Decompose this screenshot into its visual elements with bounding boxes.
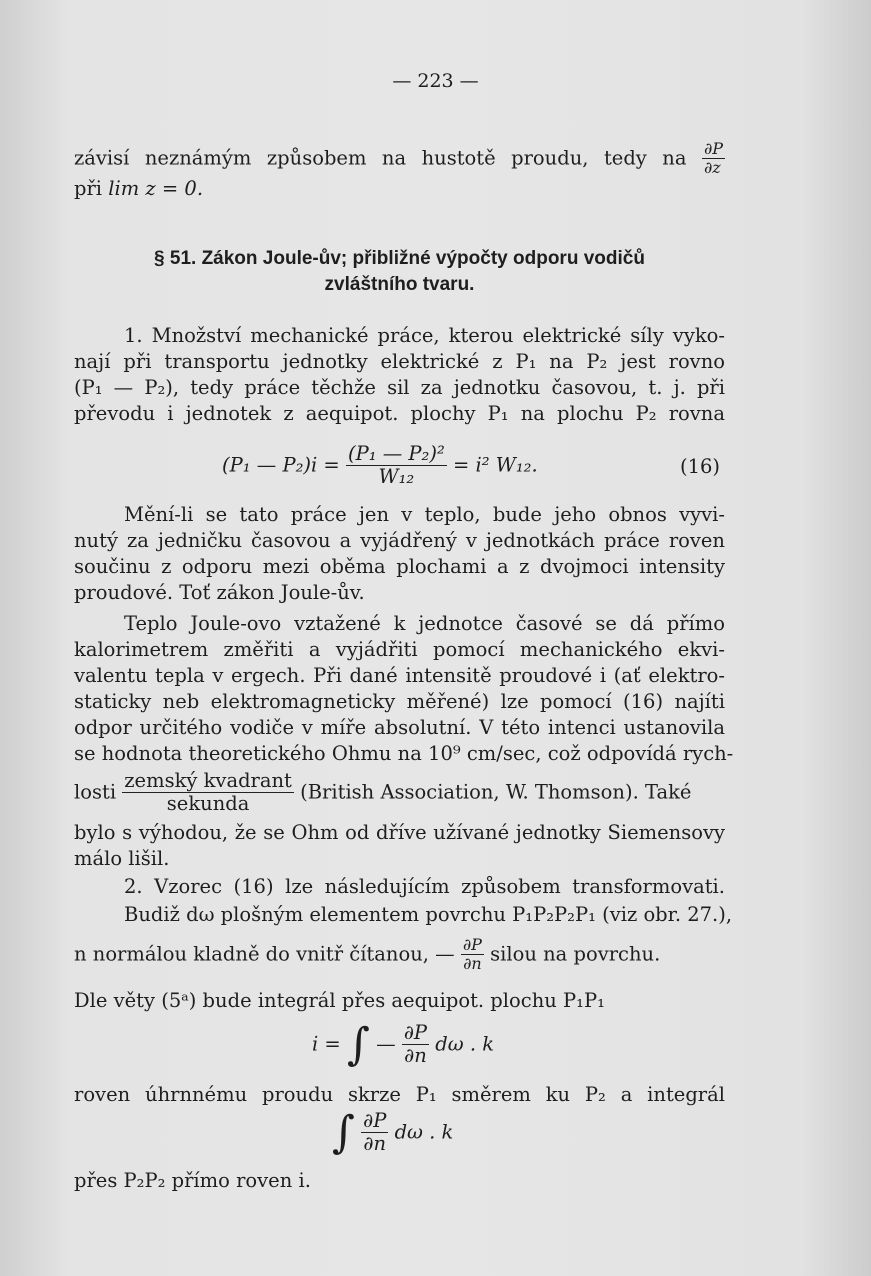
paragraph-line: (P₁ — P₂), tedy práce těchže sil za jednotku časovou, t. j. při	[74, 376, 725, 399]
paragraph-line: roven úhrnnému proudu skrze P₁ směrem ku P₂ a integrál	[74, 1083, 725, 1106]
partial-fraction	[461, 936, 484, 974]
page-number: — 223 —	[392, 70, 479, 92]
paragraph-line: převodu i jednotek z aequipot. plochy P₁ na plochu P₂ rovna	[74, 402, 725, 425]
fraction-numerator: ∂P	[703, 139, 723, 158]
paragraph-line: 2. Vzorec (16) lze následujícím způsobem transformovati.	[124, 875, 725, 898]
fraction-denominator: W₁₂	[378, 465, 415, 489]
fraction-numerator: zemský kvadrant	[124, 769, 292, 792]
fraction-denominator: sekunda	[166, 792, 250, 816]
paragraph-line: přes P₂P₂ přímo roven i.	[74, 1169, 311, 1192]
paragraph-line: kalorimetrem změřiti a vyjádřiti pomocí mechanického ekvi-	[74, 638, 725, 661]
eq-lhs: (P₁ — P₂)i =	[222, 453, 340, 477]
equation-integral	[332, 1106, 454, 1158]
line-text: při	[74, 177, 103, 200]
fraction-denominator: ∂n	[463, 954, 482, 974]
paragraph-line: odpor určitého vodiče v míře absolutní. V této intenci ustanovila	[74, 716, 725, 739]
line-text: n normálou kladně do vnitř čítanou, —	[74, 942, 455, 966]
eq-lhs: i =	[312, 1032, 341, 1056]
eq-rhs: = i² W₁₂.	[452, 453, 538, 477]
paragraph-line-fraction	[74, 936, 725, 974]
paragraph-line: valentu tepla v ergech. Při dané intensitě proudové i (ať elektro-	[74, 664, 725, 687]
fraction-denominator: ∂n	[363, 1132, 387, 1156]
paragraph-line: nutý za jedničku časovou a vyjádřený v jednotkách práce roven	[74, 529, 725, 552]
fraction-denominator: ∂z	[703, 158, 721, 178]
eq-fraction	[402, 1022, 429, 1068]
fraction-denominator: ∂n	[404, 1044, 427, 1068]
paragraph-line: málo lišil.	[74, 847, 170, 870]
paragraph-line: nají při transportu jednotky elektrické z P₁ na P₂ jest rovno	[74, 350, 725, 373]
section-heading-cont: zvláštního tvaru.	[324, 274, 475, 295]
paragraph-line: 1. Množství mechanické práce, kterou elektrické síly vyko-	[124, 324, 725, 347]
integral-sign: ∫	[332, 1106, 355, 1158]
text-line	[74, 176, 725, 202]
speed-fraction	[122, 770, 294, 816]
integral-sign: ∫	[346, 1018, 370, 1070]
eq-rest: dω . k	[394, 1120, 454, 1144]
fraction-numerator: ∂P	[403, 1021, 428, 1044]
equation-label: (16)	[680, 455, 721, 478]
paragraph-line: Budiž dω plošným elementem povrchu P₁P₂P₂P₁ (viz obr. 27.),	[124, 903, 733, 926]
fraction-numerator: ∂P	[462, 935, 482, 954]
fraction-numerator: ∂P	[363, 1109, 387, 1132]
line-text: závisí neznámým způsobem na hustotě proudu, tedy na	[74, 146, 687, 170]
paragraph-line: staticky neb elektromagneticky měřené) lze pomocí (16) najíti	[74, 690, 725, 713]
paragraph-line: součinu z odporu mezi oběma plochami a z dvojmoci intensity	[74, 555, 725, 578]
partial-fraction	[702, 140, 725, 178]
fraction-numerator: (P₁ — P₂)²	[347, 442, 445, 465]
eq-fraction	[361, 1110, 388, 1156]
equation-current-integral	[312, 1018, 495, 1070]
eq-fraction	[346, 443, 447, 489]
minus-sign: —	[376, 1032, 396, 1056]
line-text: losti	[74, 780, 117, 804]
section-heading: § 51. Zákon Joule-ův; přibližné výpočty odporu vodičů	[154, 248, 645, 269]
paragraph-line: se hodnota theoretického Ohmu na 10⁹ cm/sec, což odpovídá rych-	[74, 742, 734, 765]
paragraph-line: proudové. Toť zákon Joule-ův.	[74, 581, 365, 604]
line-text: (British Association, W. Thomson). Také	[300, 780, 692, 804]
paragraph-line-fraction	[74, 770, 725, 816]
eq-rest: dω . k	[435, 1032, 495, 1056]
text-line	[74, 140, 725, 178]
limit-formula: lim z = 0.	[108, 177, 204, 200]
paragraph-line: bylo s výhodou, že se Ohm od dříve užívané jednotky Siemensovy	[74, 821, 725, 844]
paragraph-line: Mění-li se tato práce jen v teplo, bude jeho obnos vyvi-	[124, 503, 725, 526]
line-text: silou na povrchu.	[490, 942, 661, 966]
equation-16	[222, 443, 538, 489]
paragraph-line: Teplo Joule-ovo vztažené k jednotce časové se dá přímo	[124, 612, 725, 635]
paragraph-line: Dle věty (5ᵃ) bude integrál přes aequipot. plochu P₁P₁	[74, 989, 605, 1012]
